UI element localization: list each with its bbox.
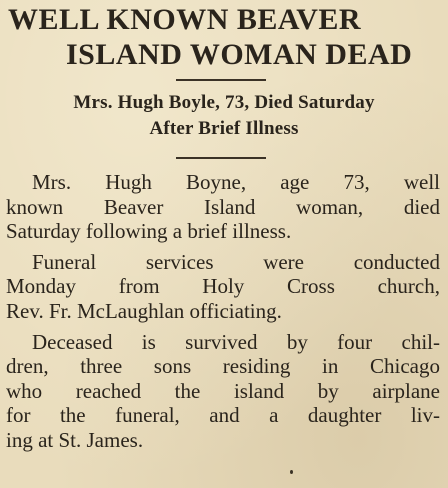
headline-line-2: ISLAND WOMAN DEAD bbox=[66, 38, 413, 71]
paragraph-line: who reached the island by airplane bbox=[6, 378, 440, 403]
paragraph-1 bbox=[6, 170, 440, 244]
paragraph-line: Rev. Fr. McLaughlan officiating. bbox=[6, 298, 282, 323]
paragraph-line: for the funeral, and a daughter liv- bbox=[6, 403, 440, 428]
paragraph-line: Mrs. Hugh Boyne, age 73, well bbox=[32, 170, 440, 194]
subheadline bbox=[0, 90, 448, 142]
paragraph-2 bbox=[6, 250, 440, 324]
divider-rule-top bbox=[176, 79, 266, 81]
paragraph-line: Deceased is survived by four chil- bbox=[32, 329, 440, 354]
ink-speck bbox=[290, 470, 293, 474]
paragraph-line: Funeral services were conducted bbox=[32, 249, 440, 274]
subheadline-line-2: After Brief Illness bbox=[149, 118, 299, 139]
divider-rule-bottom bbox=[176, 157, 266, 159]
headline-line-1: WELL KNOWN BEAVER bbox=[8, 3, 362, 36]
subheadline-line-1: Mrs. Hugh Boyle, 73, Died Saturday bbox=[73, 92, 375, 113]
paragraph-line: dren, three sons residing in Chicago bbox=[6, 354, 440, 379]
paragraph-line: Saturday following a brief illness. bbox=[6, 219, 292, 244]
paragraph-line: known Beaver Island woman, died bbox=[6, 194, 440, 219]
paragraph-line: ing at St. James. bbox=[6, 427, 144, 452]
article-body bbox=[6, 170, 440, 459]
paragraph-line: Monday from Holy Cross church, bbox=[6, 274, 440, 299]
paragraph-3 bbox=[6, 330, 440, 453]
